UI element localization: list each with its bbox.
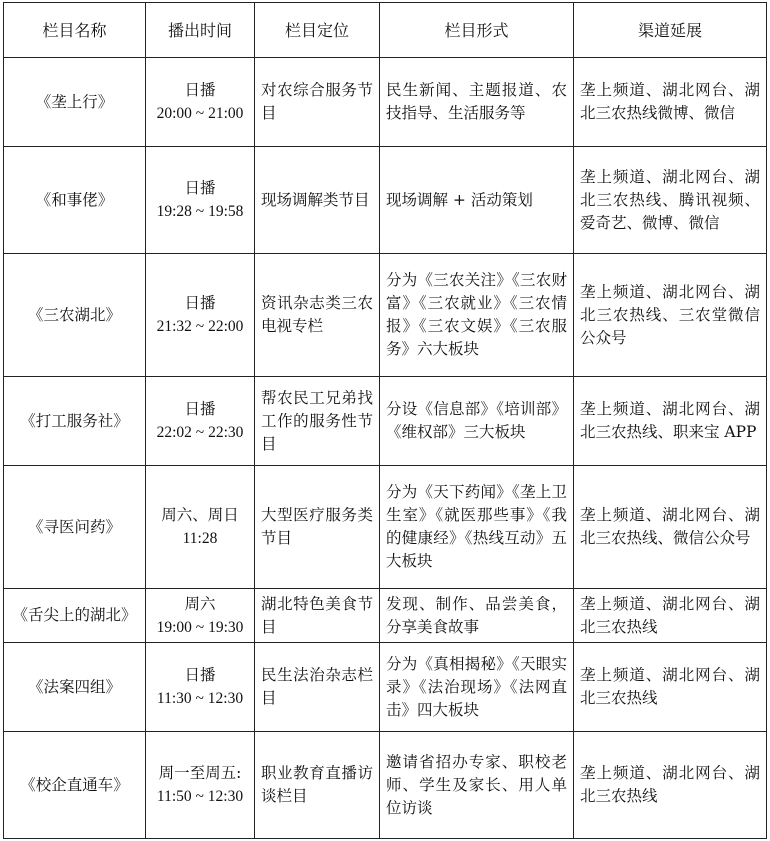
cell-format: 民生新闻、主题报道、农技指导、生活服务等 [380, 58, 574, 147]
cell-time [146, 58, 255, 147]
cell-position: 对农综合服务节目 [255, 58, 380, 147]
cell-frequency: 周一至周五: [158, 764, 242, 782]
cell-position: 职业教育直播访谈栏目 [255, 732, 380, 839]
cell-time-range: 19:00 ~ 19:30 [156, 618, 244, 636]
cell-position: 民生法治杂志栏目 [255, 643, 380, 732]
header-channels: 渠道延展 [574, 3, 767, 58]
table-row [4, 58, 767, 147]
cell-time-range: 20:00 ~ 21:00 [156, 105, 244, 122]
table-row [4, 147, 767, 254]
cell-time [146, 732, 255, 839]
cell-name: 《法案四组》 [4, 643, 146, 732]
cell-time-range: 11:28 [182, 530, 218, 547]
cell-channels: 垄上频道、湖北网台、湖北三农热线、微信公众号 [574, 466, 767, 589]
program-table [3, 2, 767, 839]
header-row [4, 3, 767, 58]
cell-format: 邀请省招办专家、职校老师、学生及家长、用人单位访谈 [380, 732, 574, 839]
cell-time-range: 21:32 ~ 22:00 [156, 318, 244, 335]
table-row [4, 377, 767, 466]
cell-time-range: 11:30 ~ 12:30 [156, 690, 244, 707]
cell-format: 现场调解 + 活动策划 [380, 147, 574, 254]
header-time: 播出时间 [146, 3, 255, 58]
cell-position: 现场调解类节目 [255, 147, 380, 254]
cell-position: 湖北特色美食节目 [255, 589, 380, 643]
cell-time [146, 466, 255, 589]
cell-frequency: 日播 [184, 294, 216, 312]
table-row [4, 732, 767, 839]
cell-time-range: 22:02 ~ 22:30 [156, 424, 244, 441]
cell-channels: 垄上频道、湖北网台、湖北三农热线、三农堂微信公众号 [574, 254, 767, 377]
cell-format: 发现、制作、品尝美食，分享美食故事 [380, 589, 574, 643]
cell-format: 分为《天下药闻》《垄上卫生室》《就医那些事》《我的健康经》《热线互动》五大板块 [380, 466, 574, 589]
header-position: 栏目定位 [255, 3, 380, 58]
cell-channels: 垄上频道、湖北网台、湖北三农热线 [574, 589, 767, 643]
header-format: 栏目形式 [380, 3, 574, 58]
cell-name: 《垄上行》 [4, 58, 146, 147]
cell-position: 大型医疗服务类节目 [255, 466, 380, 589]
cell-format: 分为《真相揭秘》《天眼实录》《法治现场》《法网直击》四大板块 [380, 643, 574, 732]
cell-frequency: 日播 [184, 400, 216, 418]
cell-frequency: 日播 [184, 81, 216, 99]
cell-time [146, 254, 255, 377]
cell-name: 《舌尖上的湖北》 [4, 589, 146, 643]
cell-format: 分为《三农关注》《三农财富》《三农就业》《三农情报》《三农文娱》《三农服务》六大板块 [380, 254, 574, 377]
cell-frequency: 周六 [184, 594, 216, 613]
cell-channels: 垄上频道、湖北网台、湖北三农热线、职来宝 APP [574, 377, 767, 466]
cell-time [146, 377, 255, 466]
cell-position: 资讯杂志类三农电视专栏 [255, 254, 380, 377]
cell-channels: 垄上频道、湖北网台、湖北三农热线 [574, 643, 767, 732]
header-name: 栏目名称 [4, 3, 146, 58]
cell-time-range: 19:28 ~ 19:58 [156, 203, 244, 220]
cell-name: 《打工服务社》 [4, 377, 146, 466]
cell-time [146, 589, 255, 643]
table-row [4, 643, 767, 732]
table-row [4, 254, 767, 377]
cell-position: 帮农民工兄弟找工作的服务性节目 [255, 377, 380, 466]
cell-time-range: 11:50 ~ 12:30 [156, 788, 244, 805]
cell-name: 《校企直通车》 [4, 732, 146, 839]
table-row [4, 466, 767, 589]
cell-time [146, 147, 255, 254]
cell-channels: 垄上频道、湖北网台、湖北三农热线、腾讯视频、爱奇艺、微博、微信 [574, 147, 767, 254]
table-row [4, 589, 767, 643]
cell-format: 分设《信息部》《培训部》《维权部》三大板块 [380, 377, 574, 466]
cell-channels: 垄上频道、湖北网台、湖北三农热线 [574, 732, 767, 839]
cell-name: 《三农湖北》 [4, 254, 146, 377]
cell-name: 《和事佬》 [4, 147, 146, 254]
cell-name: 《寻医问药》 [4, 466, 146, 589]
cell-frequency: 周六、周日 [161, 506, 239, 524]
cell-time [146, 643, 255, 732]
cell-frequency: 日播 [184, 666, 216, 684]
cell-channels: 垄上频道、湖北网台、湖北三农热线微博、微信 [574, 58, 767, 147]
cell-frequency: 日播 [184, 179, 216, 197]
